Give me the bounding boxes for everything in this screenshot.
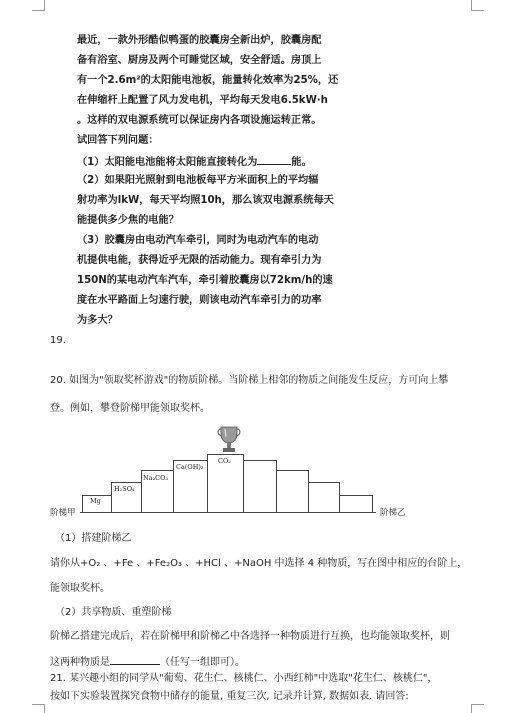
crop-mark-top-right [471,0,484,11]
q20-part2-suffix: （任写一组即可）。 [160,657,245,668]
q18-part1-answer-blank[interactable] [257,154,291,165]
q18-line-12: 机提供电能，获得近乎无限的活动能力。现有牵引力为 [77,255,322,266]
step-1-right[interactable] [339,495,373,513]
q18-line-6: 试回答下列问题： [77,135,159,146]
q18-line-3: 有一个2.6m²的太阳能电池板，能量转化效率为25%，还 [77,75,339,86]
crop-mark-bottom-left [32,704,45,713]
step-2-right[interactable] [308,482,340,513]
q18-line-11: （3）胶囊房由电动汽车牵引，同时为电动汽车的电动 [77,235,319,246]
q18-line-9: 射功率为lkW，每天平均照10h，那么该双电源系统每天 [77,195,334,206]
step-3-right[interactable] [276,470,309,513]
q21-line-1: 21. 某兴趣小组的同学从"葡萄、花生仁、核桃仁、小西红柿"中选取"花生仁、核桃仁"， [50,673,438,684]
crop-mark-top-left [32,0,45,11]
step-label-caoh2: Ca(OH)₂ [176,463,204,471]
staircase-right-label: 阶梯乙 [380,508,406,518]
q20-intro-line-1: 20. 如图为"领取奖杯游戏"的物质阶梯。当阶梯上相邻的物质之间能发生反应，方可向上攀 [50,375,449,386]
q21-line-2: 按如下实验装置探究食物中储存的能量, 重复三次, 记录并计算, 数据如表. 请回答: [50,691,409,702]
q20-part2-prefix: 这两种物质是 [50,657,110,668]
q18-line-1: 最近，一款外形酷似鸭蛋的胶囊房全新出炉，胶囊房配 [77,35,322,46]
q20-part2-line-a: 阶梯乙搭建完成后，若在阶梯甲和阶梯乙中各选择一种物质进行互换，也均能领取奖杯，则 [50,631,450,642]
step-4-right[interactable] [243,460,277,513]
staircase-left-label: 阶梯甲 [50,508,76,518]
q18-line-13: 150N的某电动汽车汽车，牵引着胶囊房以72km/h的速 [77,275,333,286]
q20-part1-line-a: 请你从+O₂ 、+Fe 、+Fe₂O₃ 、+HCl 、+NaOH 中选择 4 种物质，写在图中相应的台阶上， [50,558,468,569]
q18-line-8: （2）如果阳光照射到电池板每平方米面积上的平均辐 [77,175,319,186]
q20-part1-title: （1）搭建阶梯乙 [55,533,132,544]
q19-number: 19. [50,335,66,346]
step-label-h2so4: H₂SO₄ [114,485,135,493]
q20-part2-answer-blank[interactable] [110,654,160,665]
q18-line-4: 在伸缩杆上配置了风力发电机，平均每天发电6.5kW·h [77,95,328,106]
q20-part1-line-b: 能领取奖杯。 [50,583,110,594]
crop-mark-bottom-right [471,704,484,713]
q20-part2-line-b [50,654,245,670]
ground-line [80,512,376,513]
step-label-na2co3: Na₂CO₃ [143,474,169,482]
q20-part2-title: （2）共享物质、重塑阶梯 [55,607,172,618]
q18-part1-text: （1）太阳能电池能将太阳能直接转化为 [77,157,258,168]
q20-intro-line-2: 登。例如，攀登阶梯甲能领取奖杯。 [50,403,210,414]
q18-line-5: 。这样的双电源系统可以保证房内各项设施运转正常。 [77,115,322,126]
q18-part1 [77,154,312,170]
q18-part1-suffix: 能。 [291,157,312,168]
q18-line-2: 备有浴室、厨房及两个可睡觉区域，安全舒适。房顶上 [77,55,322,66]
q18-line-15: 为多大？ [77,315,118,326]
q18-line-14: 度在水平路面上匀速行驶，则该电动汽车牵引力的功率 [77,295,322,306]
step-label-mg: Mg [90,497,101,505]
step-label-co2: CO₂ [218,457,231,465]
q18-line-10: 能提供多少焦的电能？ [77,215,179,226]
trophy-icon [216,425,242,455]
